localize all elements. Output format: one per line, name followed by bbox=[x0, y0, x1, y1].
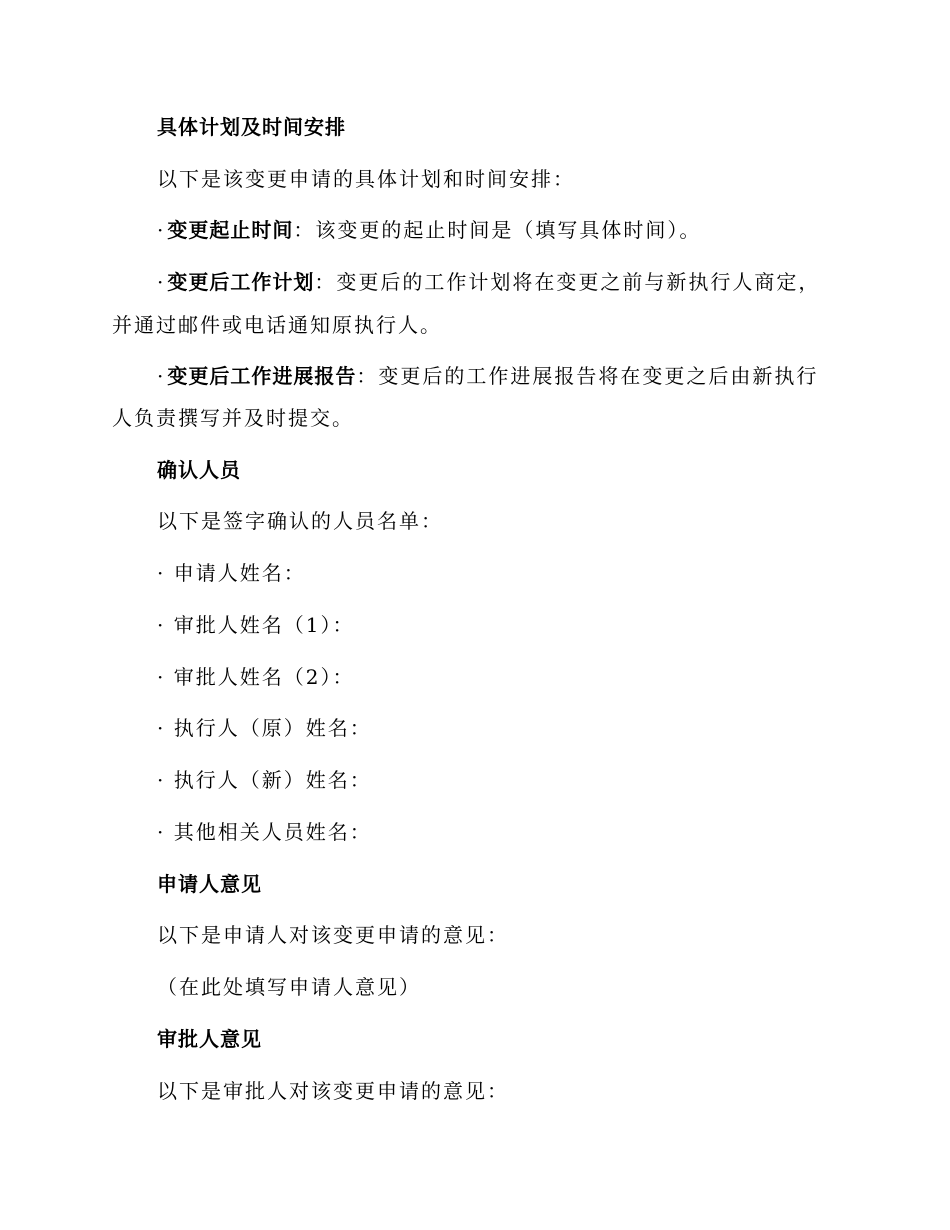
schedule-item-2-continuation: 并通过邮件或电话通知原执行人。 bbox=[112, 313, 442, 337]
bullet: · bbox=[157, 364, 166, 388]
item-sep: ： bbox=[356, 364, 379, 388]
item-text: 该变更的起止时间是（填写具体时间）。 bbox=[315, 218, 702, 242]
confirm-item: · 执行人（原）姓名： bbox=[157, 716, 372, 740]
bullet: · bbox=[157, 270, 166, 294]
item-sep: ： bbox=[314, 270, 337, 294]
applicant-opinion-placeholder: （在此处填写申请人意见） bbox=[157, 975, 421, 999]
item-term: 变更后工作计划 bbox=[167, 270, 315, 294]
confirm-item: · 审批人姓名（1）： bbox=[157, 613, 355, 637]
item-text: 变更后的工作计划将在变更之前与新执行人商定， bbox=[336, 270, 821, 294]
schedule-item-3-continuation: 人负责撰写并及时提交。 bbox=[112, 406, 354, 430]
section-heading-confirm: 确认人员 bbox=[157, 458, 241, 482]
section-heading-approver: 审批人意见 bbox=[157, 1027, 262, 1051]
section-intro-schedule: 以下是该变更申请的具体计划和时间安排： bbox=[157, 167, 575, 191]
item-term: 变更起止时间 bbox=[167, 218, 294, 242]
confirm-item: · 其他相关人员姓名： bbox=[157, 820, 372, 844]
schedule-item-3 bbox=[157, 363, 818, 389]
section-intro-applicant: 以下是申请人对该变更申请的意见： bbox=[157, 923, 509, 947]
schedule-item-1 bbox=[157, 217, 701, 243]
section-heading-schedule: 具体计划及时间安排 bbox=[157, 115, 346, 139]
section-heading-applicant: 申请人意见 bbox=[157, 872, 262, 896]
item-text: 变更后的工作进展报告将在变更之后由新执行 bbox=[378, 364, 819, 388]
confirm-item: · 执行人（新）姓名： bbox=[157, 768, 372, 792]
section-intro-confirm: 以下是签字确认的人员名单： bbox=[157, 509, 443, 533]
bullet: · bbox=[157, 218, 166, 242]
section-intro-approver: 以下是审批人对该变更申请的意见： bbox=[157, 1079, 509, 1103]
schedule-item-2 bbox=[157, 269, 820, 295]
item-term: 变更后工作进展报告 bbox=[167, 364, 357, 388]
item-sep: ： bbox=[293, 218, 316, 242]
confirm-item: · 申请人姓名： bbox=[157, 561, 306, 585]
confirm-item: · 审批人姓名（2）： bbox=[157, 665, 355, 689]
